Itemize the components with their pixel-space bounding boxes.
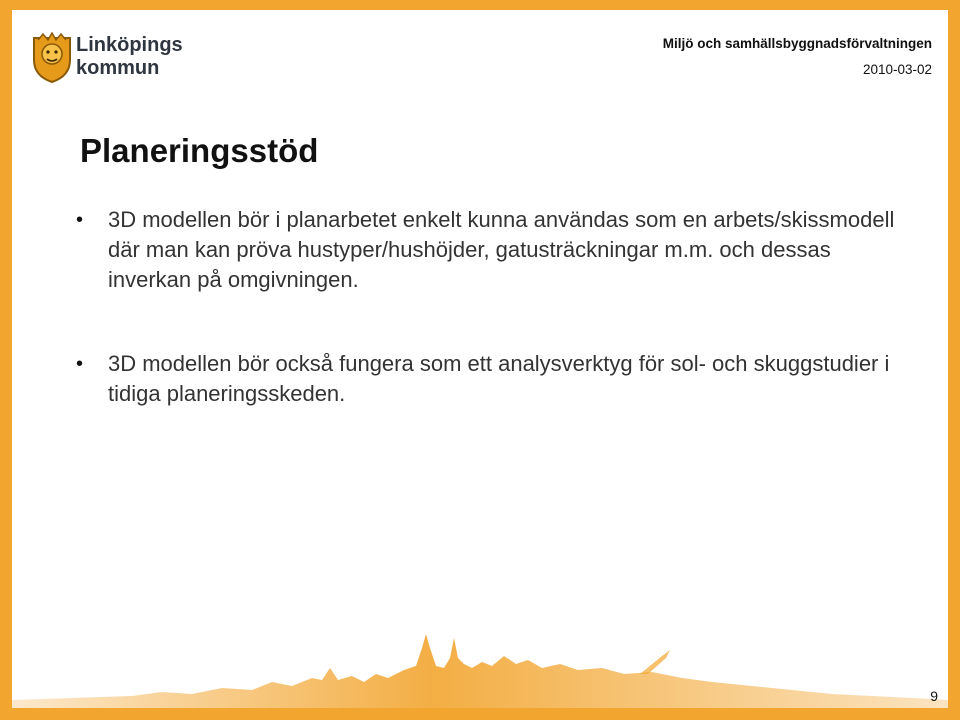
bullet-dot: •	[76, 209, 84, 231]
bullet-text: 3D modellen bör i planarbetet enkelt kunna användas som en arbets/skissmodell där man kan pröva hustyper/hushöjder, gatusträckningar m.m. och dessas inverkan på omgivningen.	[108, 207, 895, 292]
bullet-list	[72, 205, 912, 463]
department-name: Miljö och samhällsbyggnadsförvaltningen	[662, 36, 932, 51]
bullet-item	[72, 205, 912, 295]
bullet-text: 3D modellen bör också fungera som ett analysverktyg för sol- och skuggstudier i tidiga planeringsskeden.	[108, 351, 890, 406]
lion-crest-icon	[30, 32, 74, 84]
slide-date: 2010-03-02	[862, 62, 932, 77]
logo-text	[76, 34, 183, 80]
municipality-logo	[30, 28, 190, 90]
slide-title: Planeringsstöd	[80, 132, 319, 169]
page-number: 9	[930, 688, 938, 704]
slide-content	[12, 10, 948, 708]
logo-text-line1: Linköpings	[76, 34, 183, 56]
city-skyline-decoration	[12, 608, 948, 708]
logo-text-line2: kommun	[76, 57, 160, 79]
bullet-dot: •	[76, 353, 84, 375]
bullet-item	[72, 349, 912, 409]
